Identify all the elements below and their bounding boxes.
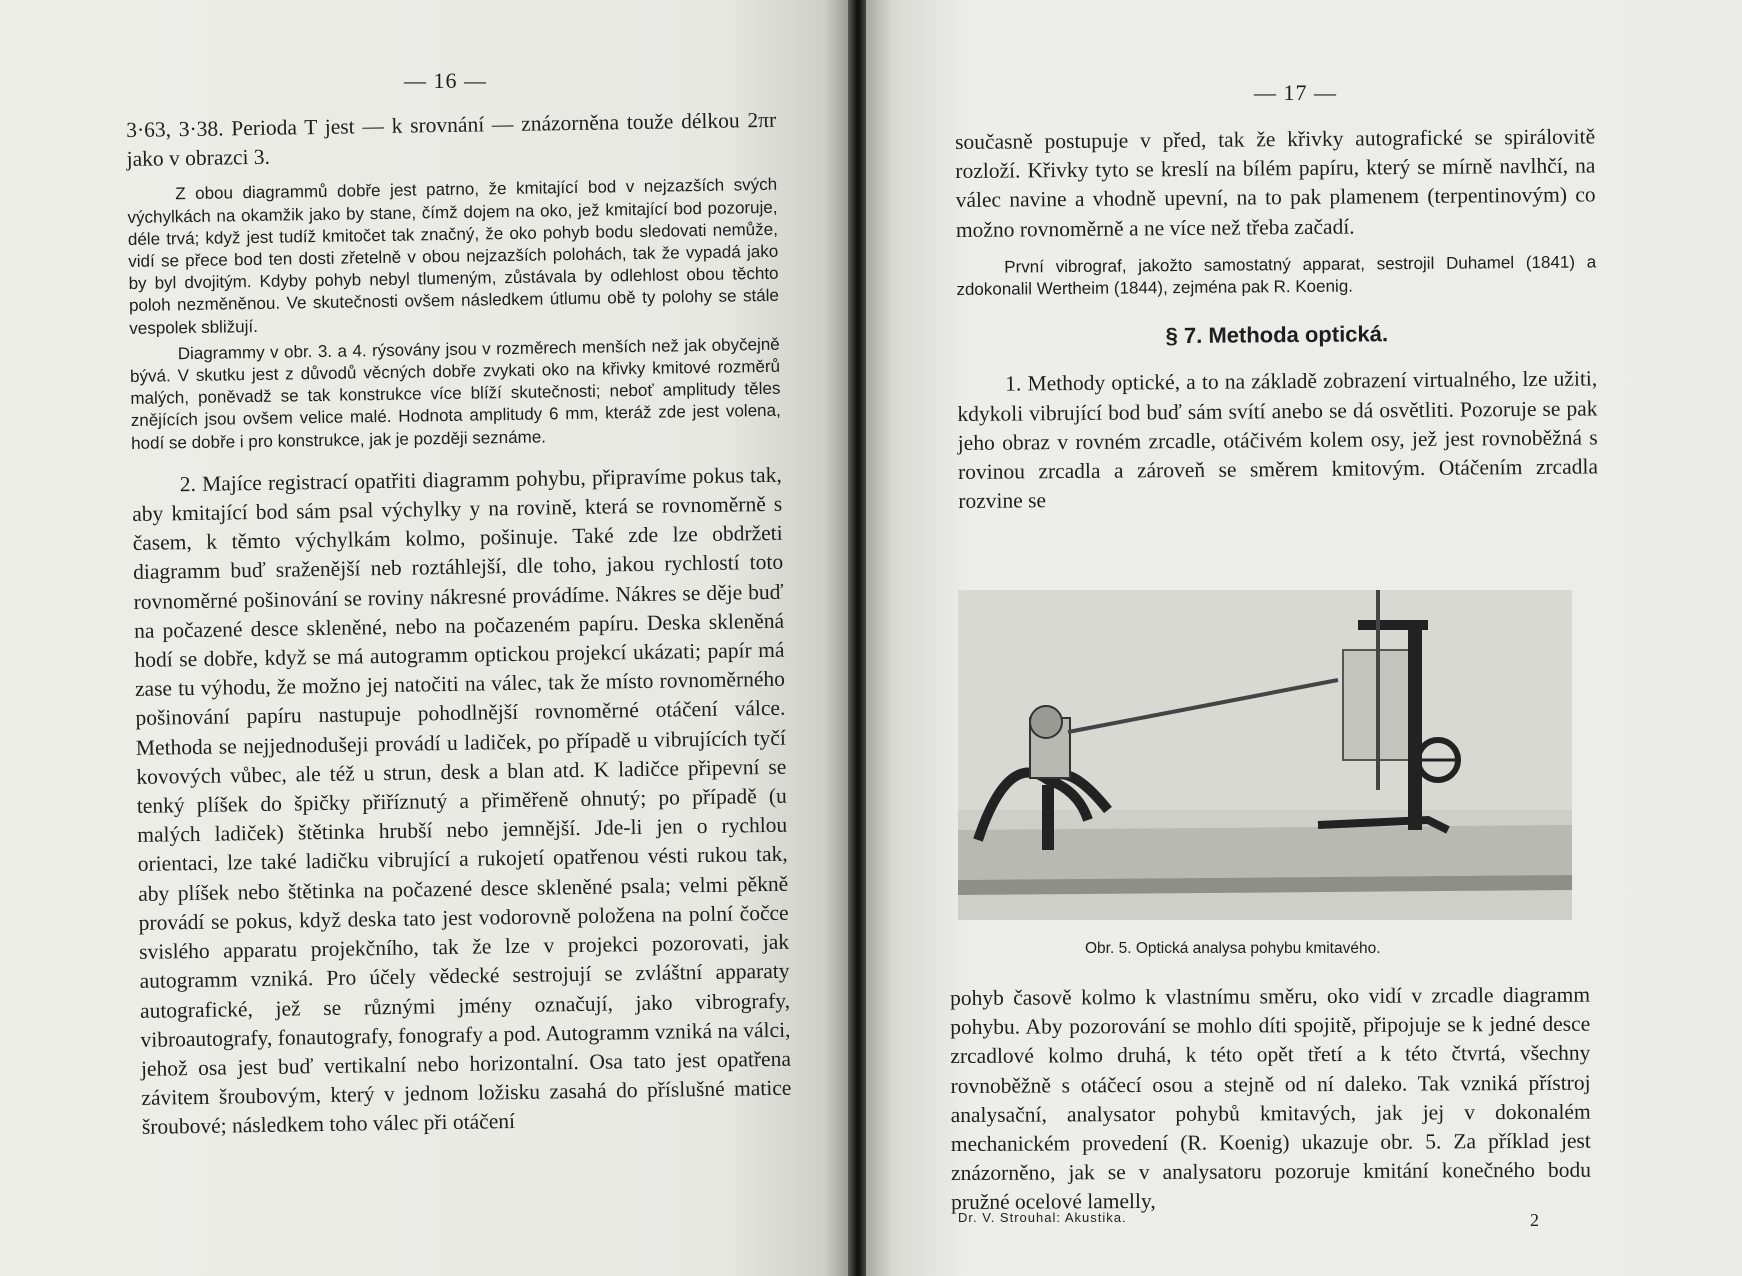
- right-page-body: [955, 122, 1598, 516]
- book-gutter: [848, 0, 868, 1276]
- right-page-body-continued: [950, 981, 1591, 1218]
- page-footer-signature: Dr. V. Strouhal: Akustika.: [958, 1210, 1127, 1225]
- figure-5-apparatus-photo: [958, 590, 1572, 920]
- page-number-left: — 16 —: [404, 68, 487, 93]
- paragraph-1: současně postupuje v před, tak že křivky autografické se spirálovitě rozloží. Křivky tyto se kreslí na bílém papíru, který se mírně navlhčí, na válec navine a vhodně upevní, na to pak plamenem (terpentinovým) co možno rovnoměrně a ne více než třeba začadí.: [955, 124, 1596, 242]
- paragraph-2: První vibrograf, jakožto samostatný apparat, sestrojil Duhamel (1841) a zdokonalil Wertheim (1844), zejména pak R. Koenig.: [956, 252, 1597, 300]
- left-page-body: [126, 106, 792, 1143]
- paragraph-4: pohyb časově kolmo k vlastnímu směru, oko vidí v zrcadle diagramm pohybu. Aby pozorování se mohlo díti spojitě, připojuje se k jedné desce zrcadlové kolmo druhá, k této opět třetí a k této čtvrtá, všechny rovnoběžně s otáčecí osou a stejně od ní daleko. Tak vzniká přístroj analysační, analysator pohybů kmitavých, jak jej v dokonalém mechanickém provedení (R. Koenig) ukazuje obr. 5. Za příklad jest znázorněno, jak se v analysatoru pozoruje kmitání konečného bodu pružné ocelové lamelly,: [950, 982, 1592, 1215]
- paragraph-2: Z obou diagrammů dobře jest patrno, že kmitající bod v nejzazších svých výchylkách na okamžik jako by stane, čímž dojem na oko, jež kmitající bod pozoruje, déle trvá; když jest tudíž kmitočet tak značný, že oko pohyb bodu sledovati nemůže, vidí se přece bod ten dosti zřetelně v obou nejzazších polohách, tak že vypadá jako by byl dvojitým. Kdyby pohyb nebyl tlumeným, zůstávala by odlehlost obou těchto poloh nezměněnou. Ve skutečnosti ovšem následkem útlumu obě ty polohy se stále vespolek sbližují.: [127, 175, 780, 338]
- section-heading: § 7. Methoda optická.: [1165, 321, 1389, 349]
- figure-caption: Obr. 5. Optická analysa pohybu kmitavého.: [1085, 940, 1381, 957]
- paragraph-3: Diagrammy v obr. 3. a 4. rýsovány jsou v rozměrech menších než jak obyčejně bývá. V skutku jest z důvodů věcných dobře zvykati oko na křivky kmitové rozměrů malých, poněvadž se tak konstrukce více blíží skutečnosti; neboť amplitudy těles znějících jsou ovšem velice malé. Hodnota amplitudy 6 mm, kteráž zde jest volena, hodí se dobře i pro konstrukce, jak je později seznáme.: [129, 334, 781, 453]
- signature-mark: 2: [1530, 1210, 1539, 1230]
- paragraph-3: 1. Methody optické, a to na základě zobrazení virtualného, lze užiti, kdykoli vibrující bod buď sám svítí anebo se dá osvětliti. Pozoruje se pak jeho obraz v rovném zrcadle, otáčivém kolem osy, jež jest rovnoběžná s rovinou zrcadla a zároveň se směrem kmitovým. Otáčením zrcadla rozvine se: [957, 366, 1599, 514]
- page-number-right: — 17 —: [1254, 80, 1337, 105]
- paragraph-1: 3·63, 3·38. Perioda T jest — k srovnání — znázorněna touže délkou 2πr jako v obrazci 3.: [126, 107, 777, 172]
- apparatus-illustration: [958, 590, 1572, 920]
- paragraph-4: 2. Majíce registrací opatřiti diagramm pohybu, připravíme pokus tak, aby kmitající bod sám psal výchylky y na rovině, která se rovnoměrně s časem, k těmto výchylkám kolmo, pošinuje. Také zde lze obdržeti diagramm buď sraženější neb roztáhlejší, dle toho, jakou rychlostí toto rovnoměrné pošinování se roviny nákresné provádíme. Nákres se děje buď na počazené desce skleněné, nebo na počazeném papíru. Deska skleněná hodí se dobře, když se má autogramm optickou projekcí ukázati; papír má zase tu výhodu, že možno jej natočiti na válec, tak že místo rovnoměrného pošinování papíru nastupuje pohodlnější rovnoměrné otáčení válce. Methoda se nejjednodušeji provádí u ladiček, po případě u vibrujících tyčí kovových vůbec, ale též u strun, desk a blan atd. K ladičce připevní se tenký plíšek do špičky přiříznutý a přiměřeně ohnutý; po případě (u malých ladiček) štětinka hrubší nebo jemnější. Jde-li jen o rychlou orientaci, lze také ladičku vibrující a rukojetí opatřenou vésti rukou tak, aby plíšek nebo štětinka na počazené desce skleněné psala; velmi pěkně provádí se pokus, když deska tato jest vodorovně položena na polní čočce svislého apparatu projekčního, tak že lze v projekci pozorovati, jak autogramm vzniká. Pro účely vědecké sestrojují se zvláštní apparaty autografické, jež se různými jmény označují, jako vibrografy, vibroautografy, fonautografy, fonografy a pod. Autogramm vzniká na válci, jehož osa jest buď vertikalní nebo horizontalní. Osa tato jest opatřena závitem šroubovým, který v jednom ložisku zasahá do příslušné matice šroubové; následkem toho válec při otáčení: [132, 462, 792, 1140]
